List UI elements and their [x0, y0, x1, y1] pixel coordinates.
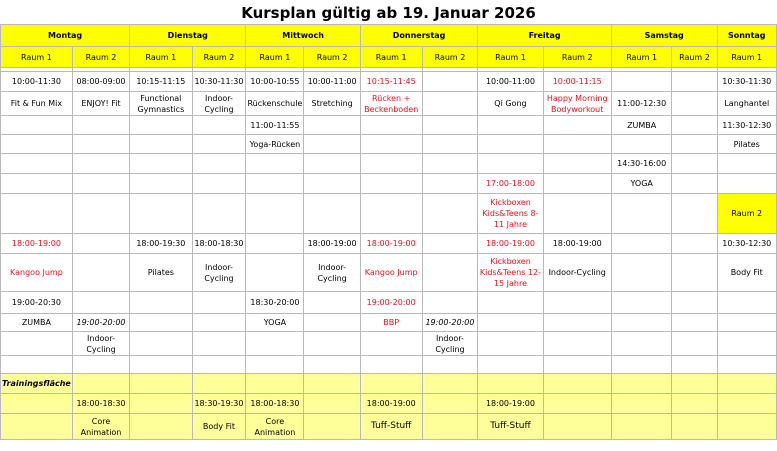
empty-cell	[304, 154, 360, 174]
class-name: YOGA	[246, 314, 304, 332]
empty-cell	[130, 154, 192, 174]
class-name: BBP	[360, 314, 422, 332]
day-header: Donnerstag	[360, 25, 478, 47]
empty-cell	[304, 116, 360, 135]
empty-cell	[1, 414, 73, 440]
class-name: ENJOY! Fit	[72, 92, 129, 116]
room-header: Raum 2	[192, 47, 246, 68]
empty-cell	[192, 135, 246, 154]
class-name: Indoor-Cycling	[543, 254, 611, 292]
section-label: Trainingsfläche	[1, 374, 73, 394]
empty-cell	[611, 332, 672, 356]
empty-cell	[717, 154, 777, 174]
class-name: Indoor-Cycling	[192, 254, 246, 292]
empty-cell	[543, 314, 611, 332]
class-name: Kangoo Jump	[1, 254, 73, 292]
empty-cell	[1, 194, 73, 234]
empty-cell	[1, 135, 73, 154]
class-time: 18:00-19:30	[130, 234, 192, 254]
empty-cell	[72, 356, 129, 374]
schedule-table	[0, 24, 777, 440]
empty-cell	[130, 194, 192, 234]
empty-cell	[543, 116, 611, 135]
room-header: Raum 2	[304, 47, 360, 68]
class-name: Yoga-Rücken	[246, 135, 304, 154]
class-time: 18:30-19:30	[192, 394, 246, 414]
class-time: 18:00-19:00	[478, 394, 543, 414]
empty-cell	[422, 154, 478, 174]
class-name: Pilates	[717, 135, 777, 154]
empty-cell	[672, 135, 717, 154]
empty-cell	[130, 292, 192, 314]
empty-cell	[672, 356, 717, 374]
empty-cell	[304, 194, 360, 234]
class-time: 18:00-19:00	[478, 234, 543, 254]
empty-cell	[717, 174, 777, 194]
empty-cell	[192, 356, 246, 374]
class-name: YOGA	[611, 174, 672, 194]
room-header: Raum 1	[360, 47, 422, 68]
empty-cell	[478, 374, 543, 394]
empty-cell	[543, 154, 611, 174]
class-name: Pilates	[130, 254, 192, 292]
empty-cell	[72, 234, 129, 254]
class-time: 17:00-18:00	[478, 174, 543, 194]
room-header: Raum 1	[478, 47, 543, 68]
empty-cell	[72, 194, 129, 234]
empty-cell	[717, 332, 777, 356]
class-time: 19:00-20:00	[422, 314, 478, 332]
class-name: ZUMBA	[1, 314, 73, 332]
empty-cell	[422, 414, 478, 440]
class-time: 11:00-11:55	[246, 116, 304, 135]
empty-cell	[422, 116, 478, 135]
empty-cell	[422, 374, 478, 394]
empty-cell	[304, 314, 360, 332]
class-time: 18:00-19:00	[1, 234, 73, 254]
class-time: 18:00-19:00	[304, 234, 360, 254]
empty-cell	[611, 394, 672, 414]
empty-cell	[543, 332, 611, 356]
empty-cell	[360, 356, 422, 374]
empty-cell	[130, 332, 192, 356]
class-time: 10:00-11:30	[1, 72, 73, 92]
empty-cell	[130, 414, 192, 440]
empty-cell	[672, 332, 717, 356]
empty-cell	[130, 374, 192, 394]
empty-cell	[717, 414, 777, 440]
empty-cell	[72, 292, 129, 314]
empty-cell	[304, 394, 360, 414]
empty-cell	[422, 292, 478, 314]
empty-cell	[672, 414, 717, 440]
class-time: 10:00-11:00	[304, 72, 360, 92]
empty-cell	[478, 154, 543, 174]
empty-cell	[717, 314, 777, 332]
class-name: ZUMBA	[611, 116, 672, 135]
class-name: Qi Gong	[478, 92, 543, 116]
class-time: 18:00-18:30	[192, 234, 246, 254]
empty-cell	[1, 116, 73, 135]
class-name: Indoor-Cycling	[304, 254, 360, 292]
class-name: Kangoo Jump	[360, 254, 422, 292]
empty-cell	[130, 394, 192, 414]
empty-cell	[192, 314, 246, 332]
empty-cell	[360, 174, 422, 194]
empty-cell	[72, 135, 129, 154]
empty-cell	[360, 154, 422, 174]
empty-cell	[72, 116, 129, 135]
class-time: 18:30-20:00	[246, 292, 304, 314]
empty-cell	[1, 394, 73, 414]
empty-cell	[672, 174, 717, 194]
class-name: Core Animation	[246, 414, 304, 440]
class-time: 18:00-19:00	[543, 234, 611, 254]
room-header: Raum 2	[422, 47, 478, 68]
empty-cell	[478, 116, 543, 135]
class-time: 11:00-12:30	[611, 92, 672, 116]
day-header: Freitag	[478, 25, 612, 47]
class-name: Kickboxen Kids&Teens 12-15 Jahre	[478, 254, 543, 292]
day-header: Samstag	[611, 25, 717, 47]
empty-cell	[611, 234, 672, 254]
class-time: 10:30-12:30	[717, 234, 777, 254]
class-name: Kickboxen Kids&Teens 8-11 Jahre	[478, 194, 543, 234]
empty-cell	[192, 174, 246, 194]
empty-cell	[246, 174, 304, 194]
empty-cell	[422, 92, 478, 116]
empty-cell	[304, 356, 360, 374]
class-time: 18:00-19:00	[360, 234, 422, 254]
class-time: 10:15-11:15	[130, 72, 192, 92]
empty-cell	[717, 356, 777, 374]
empty-cell	[478, 135, 543, 154]
empty-cell	[611, 135, 672, 154]
class-name: Indoor-Cycling	[192, 92, 246, 116]
empty-cell	[360, 135, 422, 154]
empty-cell	[422, 234, 478, 254]
empty-cell	[130, 174, 192, 194]
class-name: Tuff-Stuff	[478, 414, 543, 440]
empty-cell	[246, 154, 304, 174]
empty-cell	[543, 374, 611, 394]
empty-cell	[192, 332, 246, 356]
class-name: Fit & Fun Mix	[1, 92, 73, 116]
empty-cell	[422, 174, 478, 194]
class-name: Functional Gymnastics	[130, 92, 192, 116]
empty-cell	[543, 292, 611, 314]
class-name: Body Fit	[192, 414, 246, 440]
empty-cell	[192, 374, 246, 394]
empty-cell	[1, 174, 73, 194]
empty-cell	[611, 374, 672, 394]
empty-cell	[422, 72, 478, 92]
empty-cell	[543, 414, 611, 440]
page-title: Kursplan gültig ab 19. Januar 2026	[241, 4, 536, 22]
class-name: Stretching	[304, 92, 360, 116]
room-header: Raum 2	[543, 47, 611, 68]
empty-cell	[672, 254, 717, 292]
empty-cell	[360, 194, 422, 234]
class-name: Happy Morning Bodyworkout	[543, 92, 611, 116]
empty-cell	[543, 394, 611, 414]
empty-cell	[192, 194, 246, 234]
class-name: Tuff-Stuff	[360, 414, 422, 440]
class-name: Indoor-Cycling	[422, 332, 478, 356]
day-header: Montag	[1, 25, 130, 47]
empty-cell	[672, 292, 717, 314]
class-time: 18:00-18:30	[72, 394, 129, 414]
empty-cell	[1, 154, 73, 174]
day-header: Dienstag	[130, 25, 246, 47]
room-header: Raum 2	[672, 47, 717, 68]
empty-cell	[672, 154, 717, 174]
empty-cell	[611, 414, 672, 440]
empty-cell	[422, 254, 478, 292]
class-time: 10:30-11:30	[192, 72, 246, 92]
day-header: Sonntag	[717, 25, 777, 47]
class-time: 08:00-09:00	[72, 72, 129, 92]
room-header: Raum 1	[246, 47, 304, 68]
empty-cell	[304, 332, 360, 356]
class-name: Langhantel	[717, 92, 777, 116]
empty-cell	[672, 314, 717, 332]
empty-cell	[611, 72, 672, 92]
empty-cell	[422, 135, 478, 154]
empty-cell	[478, 314, 543, 332]
empty-cell	[611, 194, 672, 234]
empty-cell	[360, 374, 422, 394]
empty-cell	[304, 374, 360, 394]
empty-cell	[72, 154, 129, 174]
class-time: 10:15-11:45	[360, 72, 422, 92]
empty-cell	[246, 374, 304, 394]
class-time: 19:00-20:30	[1, 292, 73, 314]
room-header: Raum 1	[130, 47, 192, 68]
class-time: 19:00-20:00	[72, 314, 129, 332]
empty-cell	[246, 234, 304, 254]
empty-cell	[672, 374, 717, 394]
empty-cell	[543, 135, 611, 154]
class-name: Indoor-Cycling	[72, 332, 129, 356]
empty-cell	[611, 314, 672, 332]
empty-cell	[304, 174, 360, 194]
empty-cell	[717, 292, 777, 314]
day-header: Mittwoch	[246, 25, 360, 47]
empty-cell	[672, 394, 717, 414]
empty-cell	[422, 356, 478, 374]
class-time: 18:00-19:00	[360, 394, 422, 414]
empty-cell	[543, 174, 611, 194]
empty-cell	[543, 356, 611, 374]
class-name: Rückenschule	[246, 92, 304, 116]
empty-cell	[672, 194, 717, 234]
empty-cell	[72, 174, 129, 194]
empty-cell	[478, 292, 543, 314]
empty-cell	[130, 116, 192, 135]
class-name: Body Fit	[717, 254, 777, 292]
empty-cell	[478, 356, 543, 374]
empty-cell	[72, 374, 129, 394]
empty-cell	[72, 254, 129, 292]
empty-cell	[717, 394, 777, 414]
empty-cell	[246, 194, 304, 234]
class-time: 10:00-11:00	[478, 72, 543, 92]
room-header: Raum 2	[717, 194, 777, 234]
empty-cell	[611, 356, 672, 374]
empty-cell	[672, 234, 717, 254]
room-header: Raum 1	[717, 47, 777, 68]
empty-cell	[672, 92, 717, 116]
empty-cell	[360, 332, 422, 356]
empty-cell	[246, 332, 304, 356]
room-header: Raum 1	[1, 47, 73, 68]
class-name: Core Animation	[72, 414, 129, 440]
empty-cell	[611, 292, 672, 314]
empty-cell	[1, 356, 73, 374]
empty-cell	[246, 254, 304, 292]
empty-cell	[543, 194, 611, 234]
empty-cell	[192, 154, 246, 174]
empty-cell	[304, 292, 360, 314]
empty-cell	[611, 254, 672, 292]
empty-cell	[672, 116, 717, 135]
empty-cell	[304, 414, 360, 440]
class-time: 19:00-20:00	[360, 292, 422, 314]
empty-cell	[360, 116, 422, 135]
empty-cell	[192, 292, 246, 314]
room-header: Raum 2	[72, 47, 129, 68]
empty-cell	[130, 135, 192, 154]
class-time: 11:30-12:30	[717, 116, 777, 135]
class-time: 18:00-18:30	[246, 394, 304, 414]
empty-cell	[422, 394, 478, 414]
class-time: 10:30-11:30	[717, 72, 777, 92]
empty-cell	[422, 194, 478, 234]
empty-cell	[130, 314, 192, 332]
empty-cell	[130, 356, 192, 374]
empty-cell	[478, 332, 543, 356]
class-time: 14:30-16:00	[611, 154, 672, 174]
empty-cell	[717, 374, 777, 394]
class-name: Rücken + Beckenboden	[360, 92, 422, 116]
class-time: 10:00-11:15	[543, 72, 611, 92]
empty-cell	[672, 72, 717, 92]
empty-cell	[304, 135, 360, 154]
empty-cell	[1, 332, 73, 356]
empty-cell	[192, 116, 246, 135]
class-time: 10:00-10:55	[246, 72, 304, 92]
empty-cell	[246, 356, 304, 374]
room-header: Raum 1	[611, 47, 672, 68]
